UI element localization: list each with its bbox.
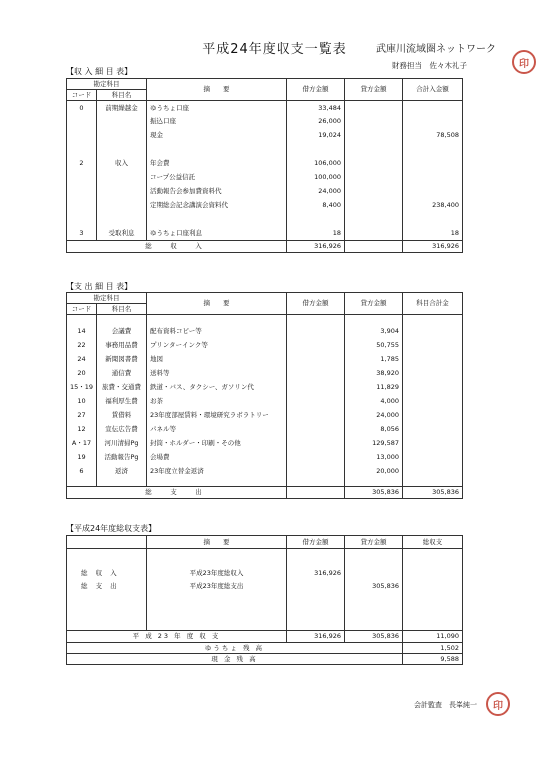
income-debit-cell: 19,024 [287, 129, 345, 143]
summary-label-cell: 総 収 入 [67, 567, 147, 580]
income-credit-cell [345, 101, 403, 115]
expense-subject-cell: 活動報告Pg [97, 451, 147, 465]
income-code-cell [67, 129, 97, 143]
income-row [67, 115, 463, 129]
expense-code-cell: 12 [67, 423, 97, 437]
income-header-total: 合計入金額 [403, 79, 463, 101]
expense-debit-cell [287, 339, 345, 353]
summary-header-total: 総収支 [403, 536, 463, 549]
income-credit-cell [345, 129, 403, 143]
organization-name: 武庫川流域圏ネットワーク [376, 44, 496, 55]
expense-debit-cell [287, 451, 345, 465]
income-code-cell [67, 171, 97, 185]
income-header-account: 勘定科目 [67, 79, 147, 90]
income-credit-cell [345, 157, 403, 171]
expense-total-cell [403, 381, 463, 395]
expense-code-cell: 27 [67, 409, 97, 423]
expense-debit-cell [287, 437, 345, 451]
expense-total-cell [403, 423, 463, 437]
expense-total-credit: 305,836 [345, 487, 403, 499]
expense-summary-cell: 23年度立替金返済 [147, 465, 287, 479]
expense-credit-cell: 50,755 [345, 339, 403, 353]
income-credit-cell [345, 171, 403, 185]
income-row [67, 157, 463, 171]
income-code-cell [67, 213, 97, 227]
expense-debit-cell [287, 381, 345, 395]
expense-row [67, 325, 463, 339]
expense-subject-cell: 通信費 [97, 367, 147, 381]
expense-total-debit [287, 487, 345, 499]
expense-subject-cell: 河川清掃Pg [97, 437, 147, 451]
income-debit-cell: 24,000 [287, 185, 345, 199]
expense-total-cell [403, 451, 463, 465]
summary-header-debit: 借方金額 [287, 536, 345, 549]
expense-credit-cell: 4,000 [345, 395, 403, 409]
income-header-debit: 借方金額 [287, 79, 345, 101]
treasurer-seal-stamp: 印 [512, 50, 536, 74]
expense-credit-cell: 13,000 [345, 451, 403, 465]
treasurer-signature: 財務担当 佐々木礼子 [392, 61, 467, 70]
expense-credit-cell: 8,056 [345, 423, 403, 437]
income-credit-cell [345, 185, 403, 199]
income-summary-cell: 振込口座 [147, 115, 287, 129]
income-subject-cell: 前期繰越金 [97, 101, 147, 115]
income-code-cell: 0 [67, 101, 97, 115]
income-debit-cell: 26,000 [287, 115, 345, 129]
expense-credit-cell: 1,785 [345, 353, 403, 367]
income-subject-cell [97, 115, 147, 129]
income-code-cell [67, 199, 97, 213]
expense-row [67, 353, 463, 367]
income-credit-cell [345, 143, 403, 157]
income-summary-cell: 定期総会記念講演会資料代 [147, 199, 287, 213]
expense-summary-cell: パネル等 [147, 423, 287, 437]
income-subject-cell [97, 129, 147, 143]
expense-total-cell [403, 367, 463, 381]
income-credit-cell [345, 213, 403, 227]
income-row [67, 129, 463, 143]
summary-row [67, 580, 463, 593]
expense-row [67, 423, 463, 437]
expense-summary-cell: 地図 [147, 353, 287, 367]
expense-subject-cell: 事務用品費 [97, 339, 147, 353]
expense-code-cell: 24 [67, 353, 97, 367]
income-summary-cell [147, 213, 287, 227]
income-total-cell [403, 101, 463, 115]
income-credit-cell [345, 115, 403, 129]
summary-total-cell [403, 567, 463, 580]
expense-code-cell: 6 [67, 465, 97, 479]
expense-row [67, 339, 463, 353]
expense-debit-cell [287, 325, 345, 339]
expense-header-subject: 科目名 [97, 304, 147, 315]
expense-summary-cell: 送料等 [147, 367, 287, 381]
expense-summary-cell: 配布資料コピー等 [147, 325, 287, 339]
expense-summary-cell: お茶 [147, 395, 287, 409]
income-header-code: コード [67, 90, 97, 101]
income-summary-cell: 活動報告会参加費資料代 [147, 185, 287, 199]
expense-table [66, 292, 463, 499]
expense-total-cell [403, 395, 463, 409]
summary-summary-cell: 平成23年度総支出 [147, 580, 287, 593]
summary-total-cell [403, 580, 463, 593]
expense-row [67, 381, 463, 395]
summary-header-summary: 摘 要 [147, 536, 287, 549]
expense-total-cell [403, 437, 463, 451]
expense-credit-cell: 24,000 [345, 409, 403, 423]
summary-credit-cell [345, 567, 403, 580]
expense-debit-cell [287, 395, 345, 409]
income-debit-cell [287, 213, 345, 227]
expense-total-cell [403, 325, 463, 339]
balance-debit: 316,926 [287, 631, 345, 643]
expense-row [67, 465, 463, 479]
expense-summary-cell: 23年度部屋賃料・環境研究ラボラトリー [147, 409, 287, 423]
expense-debit-cell [287, 465, 345, 479]
expense-subject-cell: 新聞図書費 [97, 353, 147, 367]
summary-label-cell: 総 支 出 [67, 580, 147, 593]
expense-subject-cell: 宣伝広告費 [97, 423, 147, 437]
income-code-cell [67, 185, 97, 199]
expense-row [67, 367, 463, 381]
income-credit-cell [345, 199, 403, 213]
page-title: 平成24年度収支一覧表 [202, 42, 347, 57]
income-total-cell: 238,400 [403, 199, 463, 213]
expense-row [67, 451, 463, 465]
expense-summary-cell: プリンターインク等 [147, 339, 287, 353]
cash-balance-label: 現 金 残 高 [67, 654, 403, 665]
income-summary-cell: ゆうちょ口座利息 [147, 227, 287, 241]
expense-header-total: 科目合計金 [403, 293, 463, 315]
income-row [67, 171, 463, 185]
expense-summary-cell: 会場費 [147, 451, 287, 465]
income-subject-cell [97, 143, 147, 157]
expense-debit-cell [287, 353, 345, 367]
income-row [67, 199, 463, 213]
income-code-cell: 3 [67, 227, 97, 241]
expense-code-cell: 20 [67, 367, 97, 381]
expense-total-cell [403, 353, 463, 367]
balance-credit: 305,836 [345, 631, 403, 643]
summary-table [66, 535, 463, 665]
income-section-label: 【収 入 細 目 表】 [66, 67, 133, 76]
expense-header-credit: 貸方金額 [345, 293, 403, 315]
balance-label: 平 成 23 年 度 収 支 [67, 631, 287, 643]
auditor-seal-stamp: 印 [486, 692, 510, 716]
income-debit-cell: 100,000 [287, 171, 345, 185]
expense-header-summary: 摘 要 [147, 293, 287, 315]
income-header-summary: 摘 要 [147, 79, 287, 101]
income-debit-cell: 106,000 [287, 157, 345, 171]
expense-debit-cell [287, 409, 345, 423]
expense-code-cell: 14 [67, 325, 97, 339]
cash-balance-total: 9,588 [403, 654, 463, 665]
income-credit-cell [345, 227, 403, 241]
income-code-cell [67, 143, 97, 157]
income-row [67, 101, 463, 115]
income-subject-cell [97, 199, 147, 213]
income-code-cell [67, 115, 97, 129]
expense-debit-cell [287, 423, 345, 437]
income-total-cell [403, 143, 463, 157]
income-debit-cell: 33,484 [287, 101, 345, 115]
income-subject-cell [97, 171, 147, 185]
yucho-balance-total: 1,502 [403, 643, 463, 654]
expense-total-cell [403, 409, 463, 423]
expense-subject-cell: 旅費・交通費 [97, 381, 147, 395]
auditor-signature: 会計監査 長峯純一 [414, 701, 477, 709]
summary-debit-cell [287, 580, 345, 593]
income-total-total: 316,926 [403, 241, 463, 253]
income-debit-cell: 18 [287, 227, 345, 241]
expense-code-cell: A・17 [67, 437, 97, 451]
income-subject-cell [97, 213, 147, 227]
expense-summary-cell: 封筒・ホルダー・印刷・その他 [147, 437, 287, 451]
expense-credit-cell: 129,587 [345, 437, 403, 451]
expense-total-cell [403, 465, 463, 479]
expense-total-label: 総 支 出 [67, 487, 287, 499]
income-total-cell [403, 115, 463, 129]
expense-debit-cell [287, 367, 345, 381]
expense-header-debit: 借方金額 [287, 293, 345, 315]
income-total-cell [403, 157, 463, 171]
expense-code-cell: 15・19 [67, 381, 97, 395]
income-total-cell: 78,508 [403, 129, 463, 143]
expense-subject-cell: 返済 [97, 465, 147, 479]
expense-row [67, 409, 463, 423]
summary-summary-cell: 平成23年度総収入 [147, 567, 287, 580]
summary-debit-cell: 316,926 [287, 567, 345, 580]
income-subject-cell: 受取利息 [97, 227, 147, 241]
expense-code-cell: 19 [67, 451, 97, 465]
income-row [67, 227, 463, 241]
income-summary-cell: 年会費 [147, 157, 287, 171]
income-subject-cell [97, 185, 147, 199]
expense-credit-cell: 3,904 [345, 325, 403, 339]
expense-credit-cell: 11,829 [345, 381, 403, 395]
expense-row [67, 437, 463, 451]
income-row [67, 213, 463, 227]
income-code-cell: 2 [67, 157, 97, 171]
income-total-cell [403, 171, 463, 185]
expense-header-account: 勘定科目 [67, 293, 147, 304]
expense-header-code: コード [67, 304, 97, 315]
income-total-cell [403, 185, 463, 199]
balance-total: 11,090 [403, 631, 463, 643]
expense-credit-cell: 38,920 [345, 367, 403, 381]
expense-subject-cell: 賃借料 [97, 409, 147, 423]
income-header-credit: 貸方金額 [345, 79, 403, 101]
income-debit-cell: 8,400 [287, 199, 345, 213]
income-summary-cell: ゆうちょ口座 [147, 101, 287, 115]
summary-credit-cell: 305,836 [345, 580, 403, 593]
summary-header-credit: 貸方金額 [345, 536, 403, 549]
expense-total-total: 305,836 [403, 487, 463, 499]
income-total-debit: 316,926 [287, 241, 345, 253]
income-summary-cell: コープ公益信託 [147, 171, 287, 185]
income-table [66, 78, 463, 253]
expense-row [67, 395, 463, 409]
income-total-cell: 18 [403, 227, 463, 241]
income-debit-cell [287, 143, 345, 157]
expense-summary-cell: 鉄道・バス、タクシー、ガソリン代 [147, 381, 287, 395]
summary-section-label: 【平成24年度総収支表】 [66, 524, 157, 533]
income-total-label: 総 収 入 [67, 241, 287, 253]
income-header-subject: 科目名 [97, 90, 147, 101]
expense-code-cell: 22 [67, 339, 97, 353]
income-row [67, 185, 463, 199]
expense-code-cell: 10 [67, 395, 97, 409]
income-row [67, 143, 463, 157]
income-summary-cell [147, 143, 287, 157]
income-total-credit [345, 241, 403, 253]
income-subject-cell: 収入 [97, 157, 147, 171]
income-summary-cell: 現金 [147, 129, 287, 143]
summary-row [67, 567, 463, 580]
expense-subject-cell: 会議費 [97, 325, 147, 339]
expense-credit-cell: 20,000 [345, 465, 403, 479]
expense-section-label: 【支 出 細 目 表】 [66, 282, 133, 291]
yucho-balance-label: ゆうちょ 残 高 [67, 643, 403, 654]
expense-total-cell [403, 339, 463, 353]
expense-subject-cell: 福利厚生費 [97, 395, 147, 409]
income-total-cell [403, 213, 463, 227]
